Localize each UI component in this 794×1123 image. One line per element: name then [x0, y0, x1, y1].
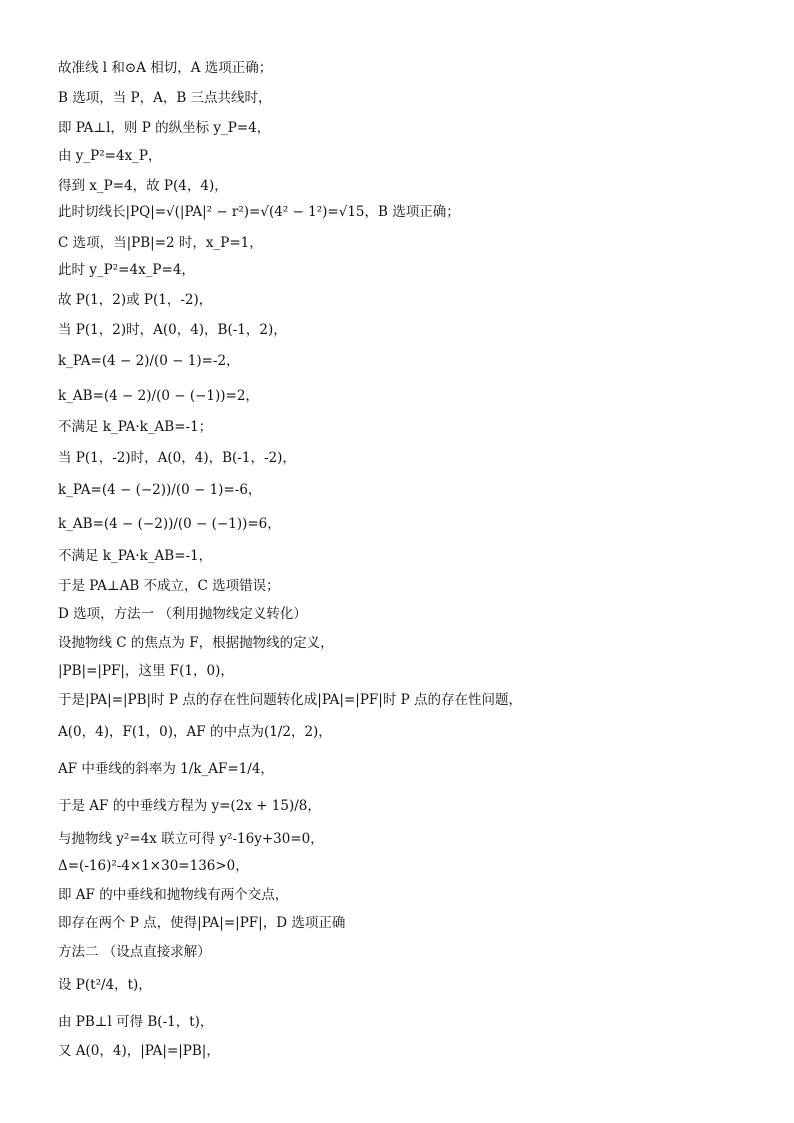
text-line: 与抛物线 y²=4x 联立可得 y²-16y+30=0， [58, 831, 324, 847]
text-line: k_AB=(4 − (−2))/(0 − (−1))=6， [58, 516, 281, 532]
text-line: 即存在两个 P 点，使得|PA|=|PF|，D 选项正确 [58, 915, 346, 931]
text-line: AF 中垂线的斜率为 1/k_AF=1/4， [58, 761, 274, 777]
text-line: 由 PB⊥l 可得 B(-1，t)， [58, 1014, 214, 1030]
text-line: C 选项，当|PB|=2 时，x_P=1， [58, 235, 263, 251]
text-line: 不满足 k_PA·k_AB=-1， [58, 548, 213, 564]
text-line: 得到 x_P=4，故 P(4，4)， [58, 178, 228, 194]
text-line: 设抛物线 C 的焦点为 F，根据抛物线的定义， [58, 635, 334, 651]
text-line: 故 P(1，2)或 P(1，-2)， [58, 292, 213, 308]
text-line: k_AB=(4 − 2)/(0 − (−1))=2， [58, 388, 259, 404]
text-line: 又 A(0，4)，|PA|=|PB|， [58, 1043, 220, 1059]
text-line: 当 P(1，-2)时，A(0，4)，B(-1，-2)， [58, 450, 296, 466]
text-line: 于是 AF 的中垂线方程为 y=(2x + 15)/8， [58, 798, 321, 814]
text-line: B 选项，当 P，A，B 三点共线时， [58, 90, 272, 106]
text-line: 于是|PA|=|PB|时 P 点的存在性问题转化成|PA|=|PF|时 P 点的存在性问题， [58, 692, 522, 708]
text-line: 不满足 k_PA·k_AB=-1； [58, 419, 213, 435]
text-line: D 选项，方法一 （利用抛物线定义转化） [58, 606, 307, 622]
text-line: Δ=(-16)²-4×1×30=136>0， [58, 858, 249, 874]
text-line: 当 P(1，2)时，A(0，4)，B(-1，2)， [58, 322, 287, 338]
text-line: k_PA=(4 − (−2))/(0 − 1)=-6， [58, 482, 262, 498]
text-line: 于是 PA⊥AB 不成立，C 选项错误； [58, 578, 280, 594]
text-line: 方法二 （设点直接求解） [58, 944, 211, 960]
text-line: 即 AF 的中垂线和抛物线有两个交点， [58, 887, 289, 903]
text-line: 由 y_P²=4x_P， [58, 148, 162, 164]
text-line: 此时切线长|PQ|=√(|PA|² − r²)=√(4² − 1²)=√15，B 选项正确； [58, 204, 460, 220]
text-line: 设 P(t²/4，t)， [58, 977, 152, 993]
text-line: A(0，4)，F(1，0)，AF 的中点为(1/2，2)， [58, 724, 332, 740]
text-line: |PB|=|PF|，这里 F(1，0)， [58, 663, 234, 679]
text-line: 此时 y_P²=4x_P=4， [58, 262, 195, 278]
text-line: 即 PA⊥l，则 P 的纵坐标 y_P=4， [58, 120, 271, 136]
text-line: k_PA=(4 − 2)/(0 − 1)=-2， [58, 353, 240, 369]
text-line: 故准线 l 和⊙A 相切，A 选项正确； [58, 60, 273, 76]
